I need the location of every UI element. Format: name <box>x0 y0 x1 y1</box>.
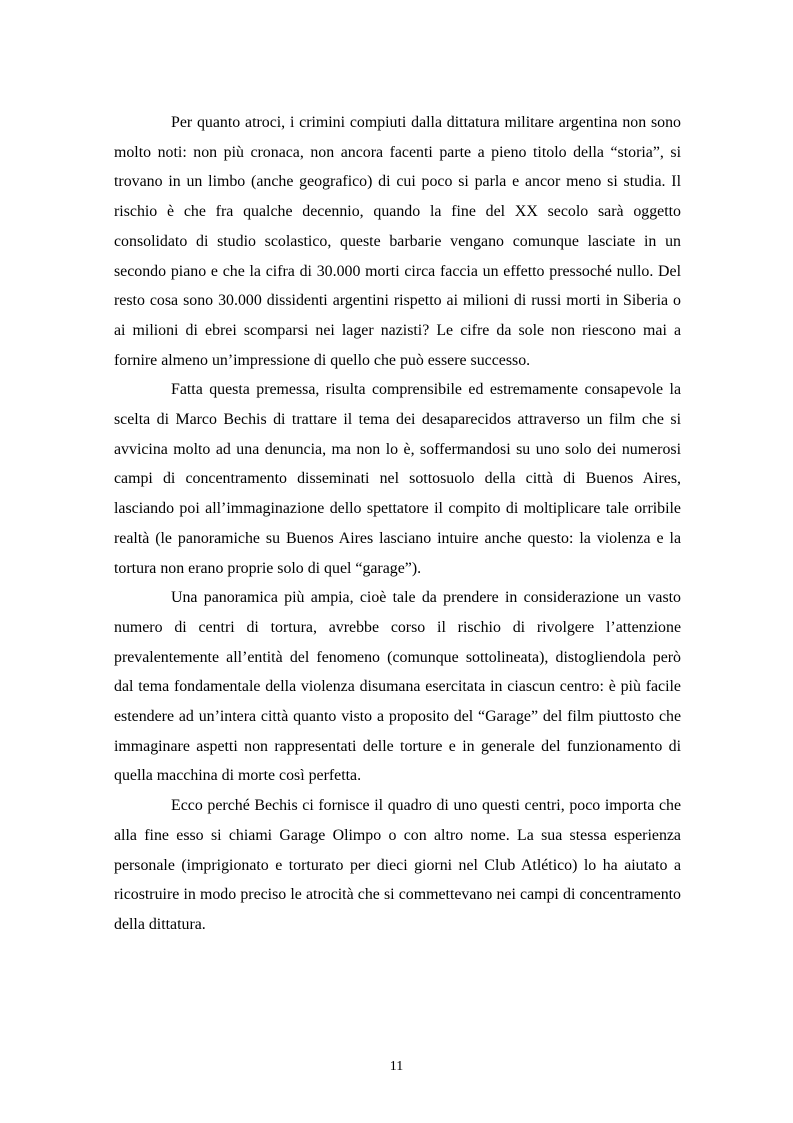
page-number: 11 <box>389 1059 404 1074</box>
document-body <box>114 108 681 940</box>
paragraph-3: Una panoramica più ampia, cioè tale da prendere in considerazione un vasto numero di centri di tortura, avrebbe corso il rischio di rivolgere l’attenzione prevalentemente all’entità del fenomeno (comunque sottolineata), distogliendola però dal tema fondamentale della violenza disumana esercitata in ciascun centro: è più facile estendere ad un’intera città quanto visto a proposito del “Garage” del film piuttosto che immaginare aspetti non rappresentati delle torture e in generale del funzionamento di quella macchina di morte così perfetta. <box>114 589 681 785</box>
paragraph-1: Per quanto atroci, i crimini compiuti dalla dittatura militare argentina non sono molto noti: non più cronaca, non ancora facenti parte a pieno titolo della “storia”, si trovano in un limbo (anche geografico) di cui poco si parla e ancor meno si studia. Il rischio è che fra qualche decennio, quando la fine del XX secolo sarà oggetto consolidato di studio scolastico, queste barbarie vengano comunque lasciate in un secondo piano e che la cifra di 30.000 morti circa faccia un effetto pressoché nullo. Del resto cosa sono 30.000 dissidenti argentini rispetto ai milioni di russi morti in Siberia o ai milioni di ebrei scomparsi nei lager nazisti? Le cifre da sole non riescono mai a fornire almeno un’impressione di quello che può essere successo. <box>114 114 681 369</box>
paragraph-2: Fatta questa premessa, risulta comprensibile ed estremamente consapevole la scelta di Marco Bechis di trattare il tema dei desaparecidos attraverso un film che si avvicina molto ad una denuncia, ma non lo è, soffermandosi su uno solo dei numerosi campi di concentramento disseminati nel sottosuolo della città di Buenos Aires, lasciando poi all’immaginazione dello spettatore il compito di moltiplicare tale orribile realtà (le panoramiche su Buenos Aires lasciano intuire anche questo: la violenza e la tortura non erano proprie solo di quel “garage”). <box>114 381 681 577</box>
paragraph-4: Ecco perché Bechis ci fornisce il quadro di uno questi centri, poco importa che alla fine esso si chiami Garage Olimpo o con altro nome. La sua stessa esperienza personale (imprigionato e torturato per dieci giorni nel Club Atlético) lo ha aiutato a ricostruire in modo preciso le atrocità che si commettevano nei campi di concentramento della dittatura. <box>114 797 681 933</box>
